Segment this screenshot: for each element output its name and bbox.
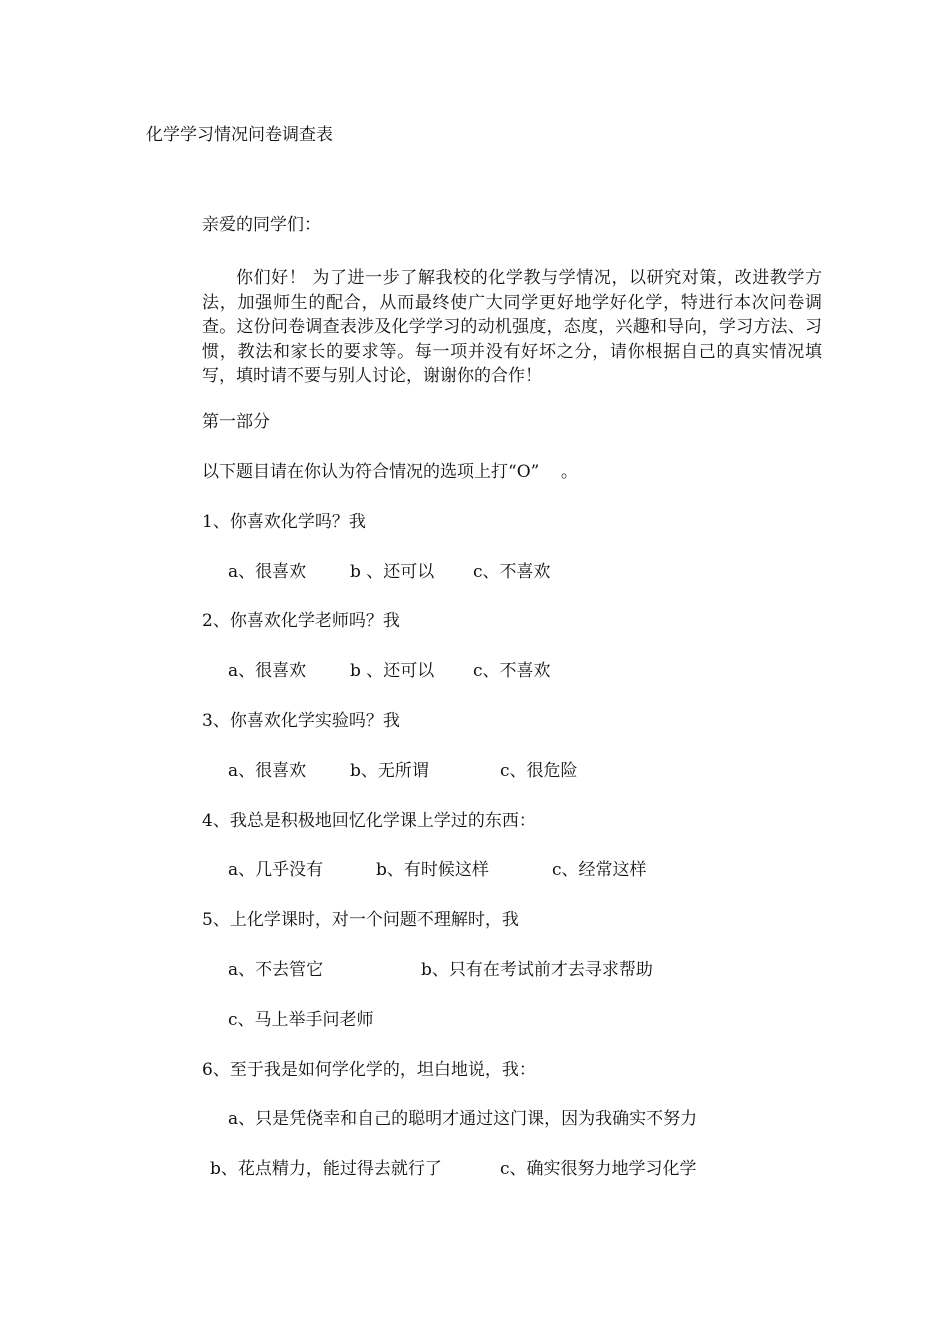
instruction-text: 以下题目请在你认为符合情况的选项上打“O” 。 (202, 462, 578, 482)
q6-option-c: c、确实很努力地学习化学 (500, 1159, 697, 1179)
document-title: 化学学习情况问卷调查表 (146, 125, 333, 145)
q5-option-c: c、马上举手问老师 (228, 1010, 374, 1030)
section-heading: 第一部分 (202, 412, 270, 432)
intro-paragraph: 你们好！ 为了进一步了解我校的化学教与学情况，以研究对策，改进教学方法，加强师生的配合，从而最终使广大同学更好地学好化学，特进行本次问卷调查。这份问卷调查表涉及化学学习的动机强度，态度，兴趣和导向，学习方法、习惯，教法和家长的要求等。每一项并没有好坏之分，请你根据自己的真实情况填写，填时请不要与别人讨论，谢谢你的合作！ (202, 268, 822, 386)
q2-option-a: a、很喜欢 (228, 661, 307, 681)
question-3: 3、你喜欢化学实验吗？我 (202, 711, 400, 731)
question-5: 5、上化学课时，对一个问题不理解时，我 (202, 910, 519, 930)
q2-option-b: b 、还可以 (350, 661, 435, 681)
q3-option-b: b、无所谓 (350, 761, 429, 781)
q3-option-a: a、很喜欢 (228, 761, 307, 781)
q4-option-a: a、几乎没有 (228, 860, 324, 880)
q2-option-c: c、不喜欢 (473, 661, 551, 681)
q1-option-b: b 、还可以 (350, 562, 435, 582)
q5-option-b: b、只有在考试前才去寻求帮助 (421, 960, 653, 980)
q1-option-a: a、很喜欢 (228, 562, 307, 582)
q6-option-a: a、只是凭侥幸和自己的聪明才通过这门课，因为我确实不努力 (228, 1109, 698, 1129)
q6-option-b: b、花点精力，能过得去就行了 (210, 1159, 442, 1179)
question-1: 1、你喜欢化学吗？我 (202, 512, 366, 532)
q3-option-c: c、很危险 (500, 761, 578, 781)
q4-option-b: b、有时候这样 (376, 860, 489, 880)
question-2: 2、你喜欢化学老师吗？我 (202, 611, 400, 631)
q4-option-c: c、经常这样 (552, 860, 647, 880)
question-6: 6、至于我是如何学化学的，坦白地说，我： (202, 1060, 536, 1080)
question-4: 4、我总是积极地回忆化学课上学过的东西： (202, 811, 536, 831)
q1-option-c: c、不喜欢 (473, 562, 551, 582)
q5-option-a: a、不去管它 (228, 960, 324, 980)
greeting: 亲爱的同学们： (202, 215, 321, 235)
